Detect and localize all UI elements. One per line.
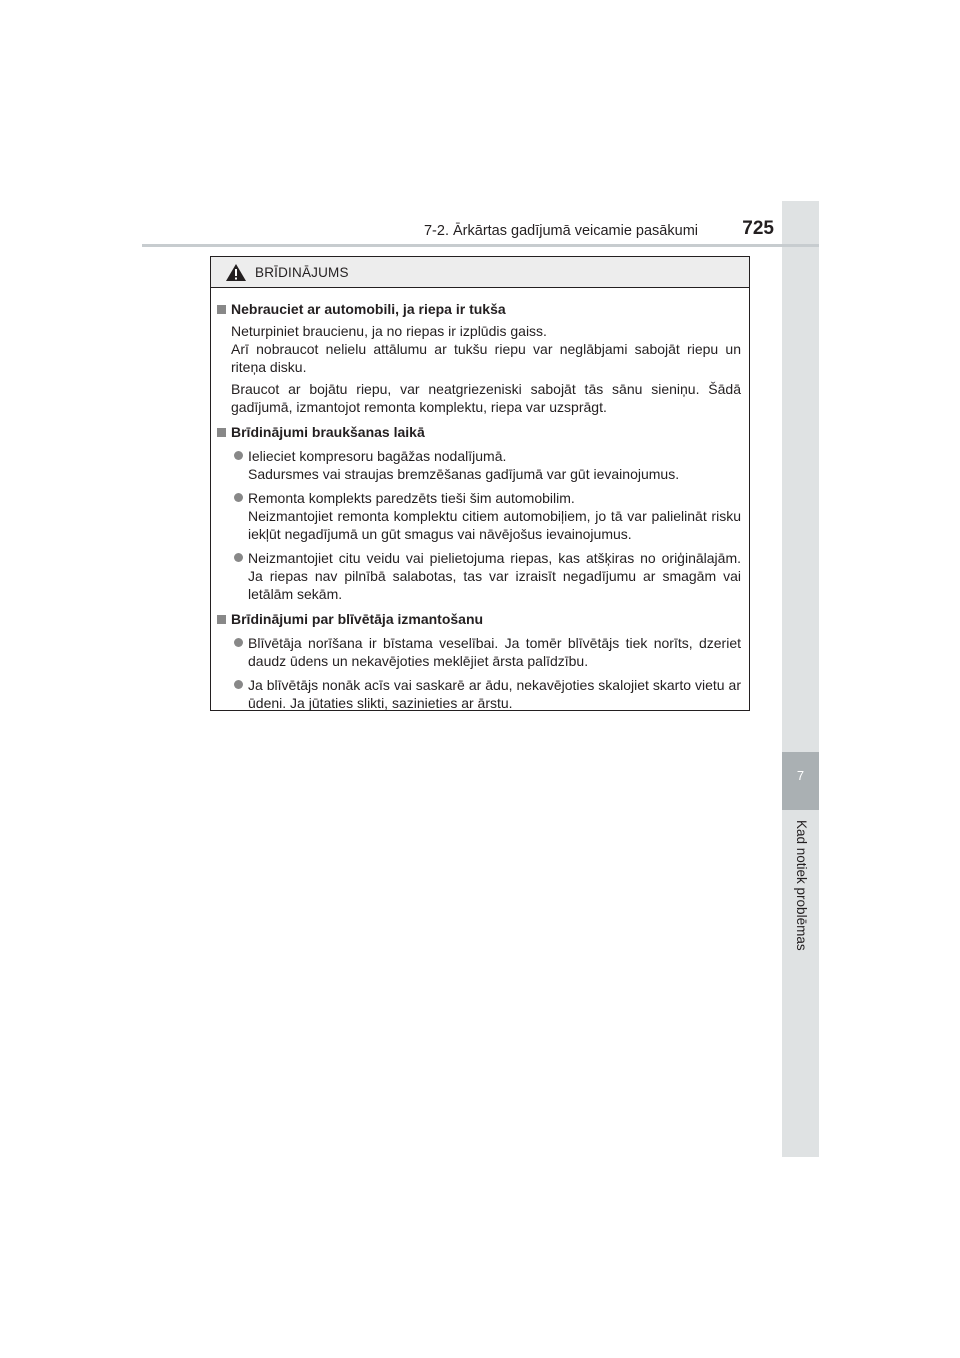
round-bullet-icon [234,680,243,689]
chapter-number: 7 [796,768,805,783]
square-bullet-icon [217,615,226,624]
list-item: Ielieciet kompresoru bagāžas nodalījumā. Sadursmes vai straujas bremzēšanas gadījumā var gūt ievainojumus. [234,447,741,483]
warning-body [211,288,749,712]
header-rule [142,244,819,247]
warning-triangle-icon [225,263,247,282]
square-bullet-icon [217,428,226,437]
page-number: 725 [742,218,774,239]
warning-title: BRĪDINĀJUMS [255,264,349,280]
warning-box [210,256,750,711]
paragraph: Braucot ar bojātu riepu, var neatgriezeniski sabojāt tās sānu sieniņu. Šādā gadījumā, izmantojot remonta komplektu, riepa var uzsprāgt. [231,381,741,415]
warning-header [211,257,749,288]
list-item: Ja blīvētājs nonāk acīs vai saskarē ar ādu, nekavējoties skalojiet skarto vietu ar ūdeni. Ja jūtaties slikti, sazinieties ar ārstu. [234,676,741,712]
section-title: Nebrauciet ar automobili, ja riepa ir tukša [217,300,741,318]
list-item: Remonta komplekts paredzēts tieši šim automobilim. Neizmantojiet remonta komplektu citiem automobiļiem, jo tā var palielināt risku iekļūt negadījumā un gūt smagus vai nāvējošus ievainojumus. [234,489,741,543]
square-bullet-icon [217,305,226,314]
chapter-title: Kad notiek problēmas [794,820,809,951]
section-title: Brīdinājumi par blīvētāja izmantošanu [217,610,741,628]
round-bullet-icon [234,638,243,647]
round-bullet-icon [234,451,243,460]
round-bullet-icon [234,493,243,502]
round-bullet-icon [234,553,243,562]
section-title: Brīdinājumi braukšanas laikā [217,423,741,441]
section-heading: 7-2. Ārkārtas gadījumā veicamie pasākumi [423,223,698,239]
list-item: Neizmantojiet citu veidu vai pielietojuma riepas, kas atšķiras no oriģinālajām. Ja riepas nav pilnībā salabotas, tas var izraisīt negadījumu ar smagām vai letālām sekām. [234,549,741,603]
list-item: Blīvētāja norīšana ir bīstama veselībai. Ja tomēr blīvētājs tiek norīts, dzeriet daudz ūdens un nekavējoties meklējiet ārsta palīdzību. [234,634,741,670]
side-index-bar [782,201,819,1157]
paragraph: Neturpiniet braucienu, ja no riepas ir izplūdis gaiss. Arī nobraucot nelielu attālumu ar tukšu riepu var neglābjami sabojāt riepu un riteņa disku. [231,323,741,375]
